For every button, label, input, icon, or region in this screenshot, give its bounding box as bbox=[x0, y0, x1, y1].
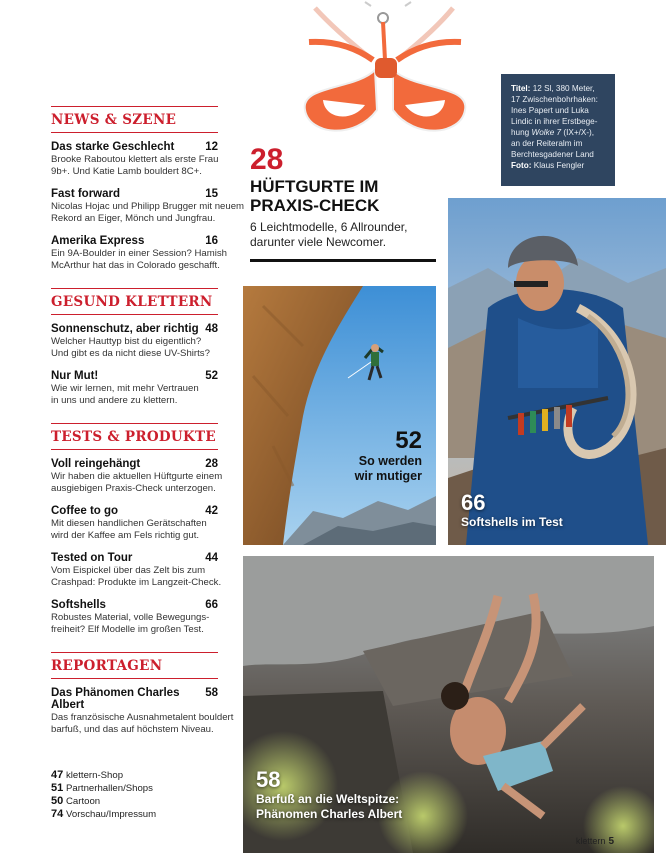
page-folio bbox=[576, 836, 614, 847]
toc-entry-title: Das Phänomen Charles Albert bbox=[51, 687, 180, 711]
toc-entry-header bbox=[51, 141, 218, 153]
teaser-softshell bbox=[461, 491, 563, 529]
teaser-albert-title: Barfuß an die Weltspitze: Phänomen Charles Albert bbox=[256, 792, 403, 821]
section-heading bbox=[51, 288, 218, 315]
toc-entry-title: Fast forward bbox=[51, 188, 121, 200]
toc-entry-title: Das starke Geschlecht bbox=[51, 141, 175, 153]
toc-entry-header bbox=[51, 188, 218, 200]
misc-item-page: 51 bbox=[51, 782, 64, 794]
misc-item-label: Partnerhallen/Shops bbox=[66, 783, 153, 794]
toc-entry[interactable] bbox=[51, 235, 227, 272]
feature-divider bbox=[250, 259, 436, 262]
toc-entry[interactable] bbox=[51, 687, 234, 736]
toc-entry-header bbox=[51, 687, 218, 711]
folio-page-number: 5 bbox=[608, 836, 614, 847]
toc-entry-description: Wir haben die aktuellen Hüftgurte einem ausgiebigen Praxis-Check unterzogen. bbox=[51, 471, 223, 494]
feature-title: HÜFTGURTE IM PRAXIS-CHECK bbox=[250, 177, 380, 215]
teaser-softshell-page: 66 bbox=[461, 490, 486, 515]
teaser-courage-page: 52 bbox=[395, 427, 422, 454]
toc-entry-title: Amerika Express bbox=[51, 235, 145, 247]
misc-item-page: 74 bbox=[51, 808, 64, 820]
toc-entry[interactable] bbox=[51, 188, 245, 225]
toc-entry-header bbox=[51, 552, 218, 564]
teaser-albert bbox=[256, 768, 402, 822]
toc-entry[interactable] bbox=[51, 599, 218, 636]
toc-entry-page: 16 bbox=[205, 235, 218, 247]
table-of-contents bbox=[51, 106, 245, 752]
toc-entry[interactable] bbox=[51, 505, 218, 542]
toc-entry[interactable] bbox=[51, 323, 218, 360]
section-heading-text: NEWS & SZENE bbox=[51, 112, 177, 128]
toc-entry-description: Robustes Material, volle Bewegungs- freiheit? Elf Modelle im großen Test. bbox=[51, 612, 210, 635]
section-heading bbox=[51, 423, 218, 450]
misc-item-page: 47 bbox=[51, 769, 64, 781]
misc-item[interactable] bbox=[51, 769, 218, 782]
section-heading-text: TESTS & PRODUKTE bbox=[51, 429, 216, 445]
toc-entry-page: 15 bbox=[205, 188, 218, 200]
teaser-albert-page: 58 bbox=[256, 767, 281, 792]
misc-item[interactable] bbox=[51, 782, 218, 795]
toc-entry-description: Brooke Raboutou klettert als erste Frau 9b+. Und Katie Lamb bouldert 8C+. bbox=[51, 154, 219, 177]
toc-entry-description: Wie wir lernen, mit mehr Vertrauen in uns und andere zu klettern. bbox=[51, 383, 199, 406]
misc-index bbox=[51, 769, 218, 821]
toc-entry-title: Softshells bbox=[51, 599, 106, 611]
folio-magazine: klettern bbox=[575, 836, 606, 846]
teaser-albert-photo[interactable] bbox=[243, 556, 654, 853]
toc-entry-title: Tested on Tour bbox=[51, 552, 133, 564]
toc-entry-page: 48 bbox=[205, 323, 218, 335]
teaser-courage bbox=[355, 428, 422, 484]
teaser-courage-photo[interactable] bbox=[243, 286, 436, 545]
misc-item-label: Vorschau/Impressum bbox=[66, 809, 157, 820]
toc-entry-description: Welcher Hauttyp bist du eigentlich? Und gibt es da nicht diese UV-Shirts? bbox=[51, 336, 210, 359]
toc-section bbox=[51, 652, 234, 736]
toc-entry-page: 12 bbox=[205, 141, 218, 153]
feature-page-number: 28 bbox=[250, 143, 284, 176]
toc-entry-page: 28 bbox=[205, 458, 218, 470]
section-heading-text: REPORTAGEN bbox=[51, 658, 163, 674]
toc-entry-description: Nicolas Hojac und Philipp Brugger mit neuem Rekord an Eiger, Mönch und Jungfrau. bbox=[51, 201, 245, 224]
misc-item[interactable] bbox=[51, 808, 218, 821]
toc-entry-header bbox=[51, 370, 218, 382]
toc-entry-page: 52 bbox=[205, 370, 218, 382]
feature-subtitle: 6 Leichtmodelle, 6 Allrounder, darunter viele Newcomer. bbox=[250, 220, 408, 249]
toc-entry-title: Coffee to go bbox=[51, 505, 119, 517]
toc-section bbox=[51, 288, 218, 407]
toc-entry[interactable] bbox=[51, 552, 222, 589]
feature-harness-test[interactable] bbox=[250, 145, 436, 250]
toc-section bbox=[51, 423, 223, 636]
toc-entry-header bbox=[51, 235, 218, 247]
toc-entry-title: Nur Mut! bbox=[51, 370, 99, 382]
toc-section bbox=[51, 106, 245, 272]
misc-item-label: Cartoon bbox=[66, 796, 101, 807]
toc-entry-description: Mit diesen handlichen Gerätschaften wird der Kaffee am Fels richtig gut. bbox=[51, 518, 207, 541]
teaser-softshell-title: Softshells im Test bbox=[461, 515, 563, 529]
toc-entry-header bbox=[51, 599, 218, 611]
toc-entry-page: 58 bbox=[205, 687, 218, 699]
section-heading bbox=[51, 106, 218, 133]
toc-entry-page: 44 bbox=[205, 552, 218, 564]
section-heading bbox=[51, 652, 218, 679]
toc-entry-title: Voll reingehängt bbox=[51, 458, 141, 470]
toc-entry[interactable] bbox=[51, 141, 218, 178]
toc-entry-description: Vom Eispickel über das Zelt bis zum Crashpad: Produkte im Langzeit-Check. bbox=[51, 565, 222, 588]
teaser-softshell-photo[interactable] bbox=[448, 198, 666, 545]
toc-entry[interactable] bbox=[51, 458, 223, 495]
section-heading-text: GESUND KLETTERN bbox=[51, 294, 213, 310]
toc-entry-description: Ein 9A-Boulder in einer Session? Hamish McArthur hat das in Colorado geschafft. bbox=[51, 248, 227, 271]
toc-entry[interactable] bbox=[51, 370, 218, 407]
toc-entry-header bbox=[51, 458, 218, 470]
toc-entry-description: Das französische Ausnahmetalent bouldert barfuß, und das auf höchstem Niveau. bbox=[51, 712, 234, 735]
teaser-courage-title: So werden wir mutiger bbox=[354, 454, 422, 483]
toc-entry-header bbox=[51, 505, 218, 517]
toc-entry-header bbox=[51, 323, 218, 335]
toc-entry-page: 66 bbox=[205, 599, 218, 611]
misc-item-label: klettern-Shop bbox=[66, 770, 124, 781]
toc-entry-page: 42 bbox=[205, 505, 218, 517]
misc-item-page: 50 bbox=[51, 795, 64, 807]
harness-illustration bbox=[295, 0, 475, 142]
cover-caption: Titel: 12 Sl, 380 Meter, 17 Zwischenbohrhaken: Ines Papert und Luka Lindic in ihrer Erstbege- hung Wolke 7 (IX+/X-), an der Reiteralm im Berchtesgadener Land Foto: Klaus Fengler bbox=[501, 74, 615, 186]
toc-entry-title: Sonnenschutz, aber richtig bbox=[51, 323, 199, 335]
misc-item[interactable] bbox=[51, 795, 218, 808]
